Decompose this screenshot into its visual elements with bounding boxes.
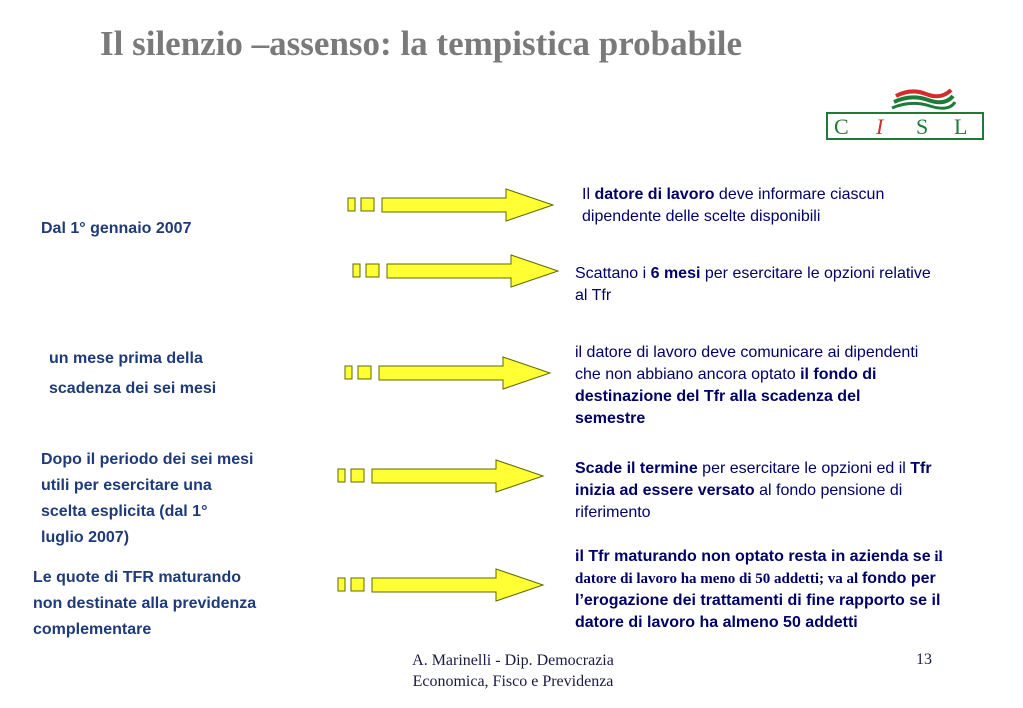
left-label-5: [33, 565, 256, 643]
desc-1: [582, 184, 927, 228]
slide-title: Il silenzio –assenso: la tempistica probabile: [100, 24, 743, 63]
desc-2: [575, 263, 935, 307]
left-label-line: Le quote di TFR maturando: [33, 569, 241, 586]
left-label-line: luglio 2007): [41, 529, 130, 546]
desc-text: per esercitare le opzioni ed il: [697, 460, 911, 477]
desc-5: [575, 546, 970, 634]
logo-letter-s: S: [916, 114, 929, 139]
left-label-line: utili per esercitare una: [41, 477, 212, 494]
desc-text: Il: [582, 186, 595, 203]
left-label-line: un mese prima della: [49, 350, 203, 367]
arrow-icon-5: [336, 567, 561, 603]
desc-text: deve informare ciascun dipendente delle scelte disponibili: [582, 186, 885, 225]
left-label-1: [41, 220, 191, 238]
desc-serif: il datore di lavoro ha meno di 50 addetti; va al: [575, 549, 943, 587]
logo-letter-i: I: [876, 114, 884, 139]
logo-letter-l: L: [954, 114, 968, 139]
left-label-3: [49, 344, 216, 404]
page-number: 13: [916, 651, 932, 668]
arrow-icon-2: [351, 253, 576, 289]
desc-text: al fondo pensione di riferimento: [575, 482, 903, 521]
cisl-logo: [826, 80, 984, 140]
desc-bold: Tfr inizia ad essere versato: [575, 460, 932, 499]
desc-bold: 6 mesi: [650, 265, 701, 282]
footer-line-2: Economica, Fisco e Previdenza: [412, 673, 614, 690]
flag-waves-icon: [892, 90, 955, 108]
left-label-line: non destinate alla previdenza: [33, 595, 257, 612]
left-label-line: scadenza dei sei mesi: [49, 380, 217, 397]
desc-text: per esercitare le opzioni relative al Tfr: [575, 265, 931, 304]
desc-text: Scattano i: [575, 265, 651, 282]
left-label-line: complementare: [33, 621, 152, 638]
desc-3: [575, 342, 935, 430]
desc-bold: Scade il termine: [575, 460, 698, 477]
logo-letter-c: C: [834, 114, 849, 139]
desc-bold: il Tfr maturando non optato resta in azienda se: [575, 548, 931, 565]
left-label-line: scelta esplicita (dal 1°: [41, 503, 208, 520]
desc-bold: il fondo di destinazione del Tfr alla scadenza del semestre: [575, 366, 877, 427]
desc-bold: fondo per l’erogazione dei trattamenti di fine rapporto se il datore di lavoro ha almeno 50 addetti: [575, 570, 941, 631]
left-label-line: Dal 1° gennaio 2007: [41, 220, 192, 237]
footer: [388, 650, 638, 692]
left-label-line: Dopo il periodo dei sei mesi: [41, 451, 254, 468]
left-label-4: [41, 447, 253, 551]
footer-line-1: A. Marinelli - Dip. Democrazia: [412, 652, 614, 669]
arrow-icon-4: [336, 458, 561, 494]
desc-text: il datore di lavoro deve comunicare ai dipendenti che non abbiano ancora optato: [575, 344, 919, 383]
desc-4: [575, 458, 935, 524]
desc-bold: datore di lavoro: [594, 186, 715, 203]
arrow-icon-1: [346, 187, 571, 223]
arrow-icon-3: [343, 355, 568, 391]
